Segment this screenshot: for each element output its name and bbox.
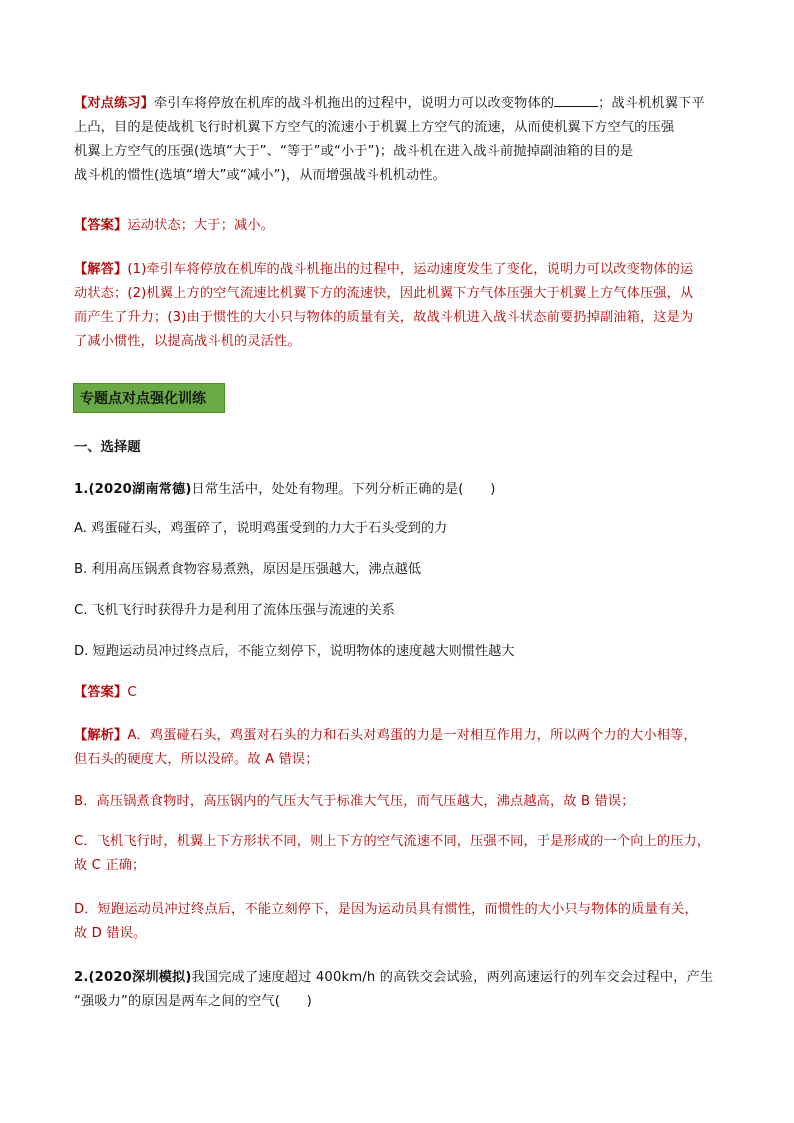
solution-1: 【解答】(1)牵引车将停放在机库的战斗机拖出的过程中，运动速度发生了变化，说明力可以改变物体的运 动状态；(2)机翼上方的空气流速比机翼下方的流速快，因此机翼下方气体压强大于机翼上方气体压强，从 而产生了升力；(3)由于惯性的大小只与物体的质量有关，故战斗机进入战斗状态前要扔掉副油箱，这是为 了减小惯性，以提高战斗机的灵活性。	[74, 262, 694, 349]
analysis-b: B．高压锅煮食物时，高压锅内的气压大气于标准大气压，而气压越大，沸点越高，故 B 错误；	[74, 794, 635, 809]
analysis-d: D．短跑运动员冲过终点后，不能立刻停下，是因为运动员具有惯性，而惯性的大小只与物体的质量有关， 故 D 错误。	[74, 902, 698, 941]
question-1-stem: 1.(2020湖南常德)日常生活中，处处有物理。下列分析正确的是( )	[74, 482, 496, 497]
analysis-tag: 【解析】	[74, 728, 128, 743]
option-a: A. 鸡蛋碰石头，鸡蛋碎了，说明鸡蛋受到的力大于石头受到的力	[74, 521, 448, 536]
answer-1	[74, 214, 734, 238]
practice-paragraph	[74, 92, 734, 188]
option-d: D. 短跑运动员冲过终点后，不能立刻停下，说明物体的速度越大则惯性越大	[74, 644, 515, 659]
analysis-c: C．飞机飞行时，机翼上下方形状不同，则上下方的空气流速不同，压强不同，于是形成的一个向上的压力， 故 C 正确；	[74, 834, 711, 873]
option-c: C. 飞机飞行时获得升力是利用了流体压强与流速的关系	[74, 603, 395, 618]
question-2-stem: 2.(2020深圳模拟)我国完成了速度超过 400km/h 的高铁交会试验，两列高速运行的列车交会过程中，产生 “强吸力”的原因是两车之间的空气( )	[74, 970, 714, 1009]
solution-tag: 【解答】	[74, 262, 128, 277]
part-title: 一、选择题	[74, 440, 141, 455]
practice-line-1: 【对点练习】牵引车将停放在机库的战斗机拖出的过程中，说明力可以改变物体的 ；战斗机机翼下平	[74, 92, 734, 116]
section-heading: 专题点对点强化训练	[73, 383, 225, 413]
question-source: (2020湖南常德)	[88, 482, 192, 497]
practice-line-4: 战斗机的惯性(选填“增大”或“减小”)，从而增强战斗机机动性。	[74, 168, 446, 183]
practice-line-3: 机翼上方空气的压强(选填“大于”、“等于”或“小于”)；战斗机在进入战斗前抛掉副油箱的目的是	[74, 144, 634, 159]
practice-tag: 【对点练习】	[74, 96, 155, 111]
answer-tag: 【答案】	[74, 685, 128, 700]
question-source: (2020深圳模拟)	[88, 970, 192, 985]
answer-tag: 【答案】	[74, 218, 128, 233]
fill-blank	[554, 92, 598, 107]
question-number: 2.	[74, 970, 89, 985]
analysis-block: 【解析】A．鸡蛋碰石头，鸡蛋对石头的力和石头对鸡蛋的力是一对相互作用力，所以两个力的大小相等， 但石头的硬度大，所以没碎。故 A 错误；	[74, 728, 697, 767]
answer-text: C	[127, 685, 137, 700]
answer-2	[74, 681, 734, 705]
question-number: 1.	[74, 482, 89, 497]
answer-text: 运动状态；大于；减小。	[127, 218, 275, 233]
option-b: B. 利用高压锅煮食物容易煮熟，原因是压强越大，沸点越低	[74, 562, 422, 577]
practice-line-2: 上凸，目的是使战机飞行时机翼下方空气的流速小于机翼上方空气的流速，从而使机翼下方空气的压强	[74, 120, 675, 135]
